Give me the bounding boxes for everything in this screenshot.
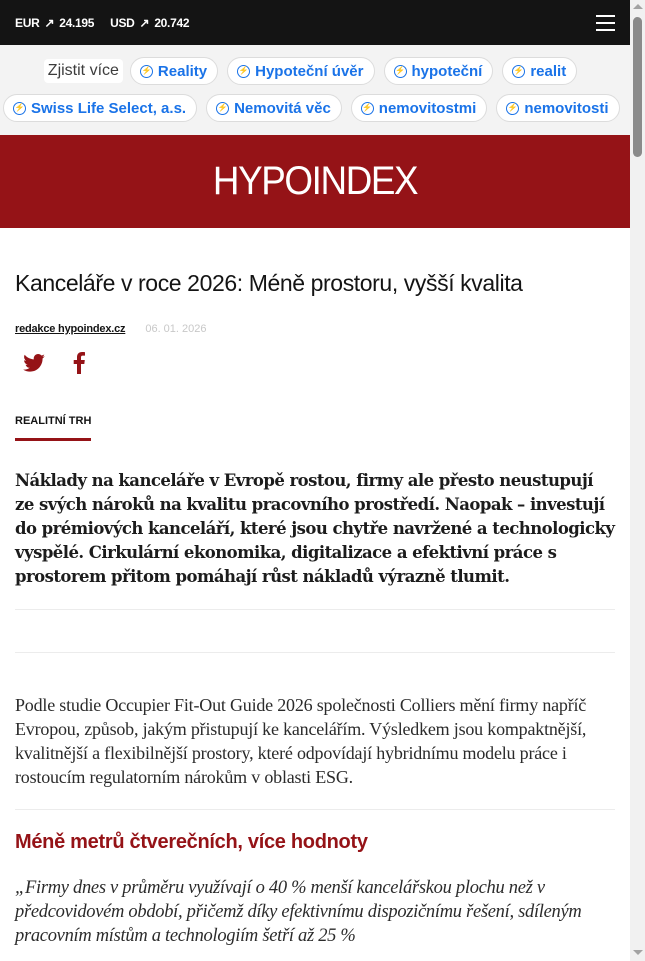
chip-label: Hypoteční úvěr: [255, 62, 364, 80]
currency-label: USD: [110, 15, 135, 30]
bolt-circle-icon: ⚡: [216, 102, 229, 115]
page-scrollbar[interactable]: [630, 0, 645, 961]
scroll-down-arrow-icon[interactable]: [633, 950, 643, 955]
author-link[interactable]: redakce hypoindex.cz: [15, 323, 126, 335]
chip-label: hypoteční: [411, 62, 483, 80]
topic-chip-realit[interactable]: [502, 57, 577, 85]
article-quote: „Firmy dnes v průměru využívají o 40 % menší kancelářskou plochu než v předcovidovém období, přičemž díky efektivnímu dispozičnímu řešení, sdíleným pracovním místům a technologiím šetří až 25 %: [15, 878, 582, 946]
chip-label: nemovitostmi: [378, 99, 477, 117]
currency-label: EUR: [15, 15, 40, 30]
trend-up-icon: ↗: [44, 15, 55, 30]
site-header: [0, 135, 630, 228]
article-title: Kanceláře v roce 2026: Méně prostoru, vyšší kvalita: [15, 270, 523, 296]
divider: [15, 652, 615, 653]
topic-chip-reality[interactable]: [130, 57, 218, 85]
article-paragraph: Podle studie Occupier Fit-Out Guide 2026 společnosti Colliers mění firmy napříč Evropou, způsob, jakým přistupují ke kancelářím. Výsledkem jsou kompaktnější, kvalitnější a flexibilnější prostory, které odpovídají hybridnímu modelu práce i rostoucím regulatorním nárokům v oblasti ESG.: [15, 695, 587, 787]
rate-eur[interactable]: [15, 16, 94, 30]
bolt-circle-icon: ⚡: [13, 102, 26, 115]
bolt-circle-icon: ⚡: [394, 65, 407, 78]
bolt-circle-icon: ⚡: [361, 102, 374, 115]
scroll-up-arrow-icon[interactable]: [633, 4, 643, 9]
publish-date: 06. 01. 2026: [145, 323, 207, 335]
chip-label: Reality: [157, 62, 208, 80]
divider: [15, 609, 615, 610]
rate-value: 24.195: [59, 15, 95, 30]
top-bar: [0, 0, 630, 45]
twitter-icon[interactable]: [23, 354, 45, 372]
chip-label: realit: [530, 62, 567, 80]
article-subheading: Méně metrů čtverečních, více hodnoty: [15, 831, 368, 853]
article: [0, 270, 630, 948]
related-topics: [0, 45, 630, 135]
topic-chip-nemovita-vec[interactable]: [206, 94, 342, 122]
bolt-circle-icon: ⚡: [512, 65, 525, 78]
chip-label: Swiss Life Select, a.s.: [31, 99, 187, 117]
topic-chip-nemovitostmi[interactable]: [351, 94, 488, 122]
chip-label: nemovitosti: [524, 99, 609, 117]
related-topics-label: Zjistit více: [44, 59, 123, 83]
chip-label: Nemovitá věc: [234, 99, 331, 117]
bolt-circle-icon: ⚡: [140, 65, 153, 78]
article-meta: [15, 323, 615, 335]
bolt-circle-icon: ⚡: [506, 102, 519, 115]
bolt-circle-icon: ⚡: [237, 65, 250, 78]
article-lead: Náklady na kanceláře v Evropě rostou, firmy ale přesto neustupují ze svých nároků na kvalitu pracovního prostředí. Naopak – investují do prémiových kanceláří, které jsou chytře navržené a technologicky vyspělé. Cirkulární ekonomika, digitalizace a efektivní práce s prostorem přitom pomáhají růst nákladů výrazně tlumit.: [15, 471, 615, 586]
share-buttons: [15, 351, 615, 375]
rate-value: 20.742: [154, 15, 190, 30]
rate-usd[interactable]: [110, 16, 189, 30]
divider: [15, 809, 615, 810]
trend-up-icon: ↗: [139, 15, 150, 30]
chip-row-1: [0, 56, 630, 86]
category-tag[interactable]: REALITNÍ TRH: [15, 415, 91, 441]
topic-chip-hypotecni-uver[interactable]: [227, 57, 374, 85]
topic-chip-nemovitosti[interactable]: [496, 94, 619, 122]
topic-chip-swiss-life[interactable]: [3, 94, 197, 122]
facebook-icon[interactable]: [73, 352, 85, 374]
hamburger-icon[interactable]: [596, 15, 615, 31]
topic-chip-hypotecni[interactable]: [384, 57, 494, 85]
site-logo[interactable]: HYPOINDEX: [212, 159, 418, 203]
scrollbar-thumb[interactable]: [633, 17, 642, 157]
chip-row-2: [0, 93, 630, 123]
